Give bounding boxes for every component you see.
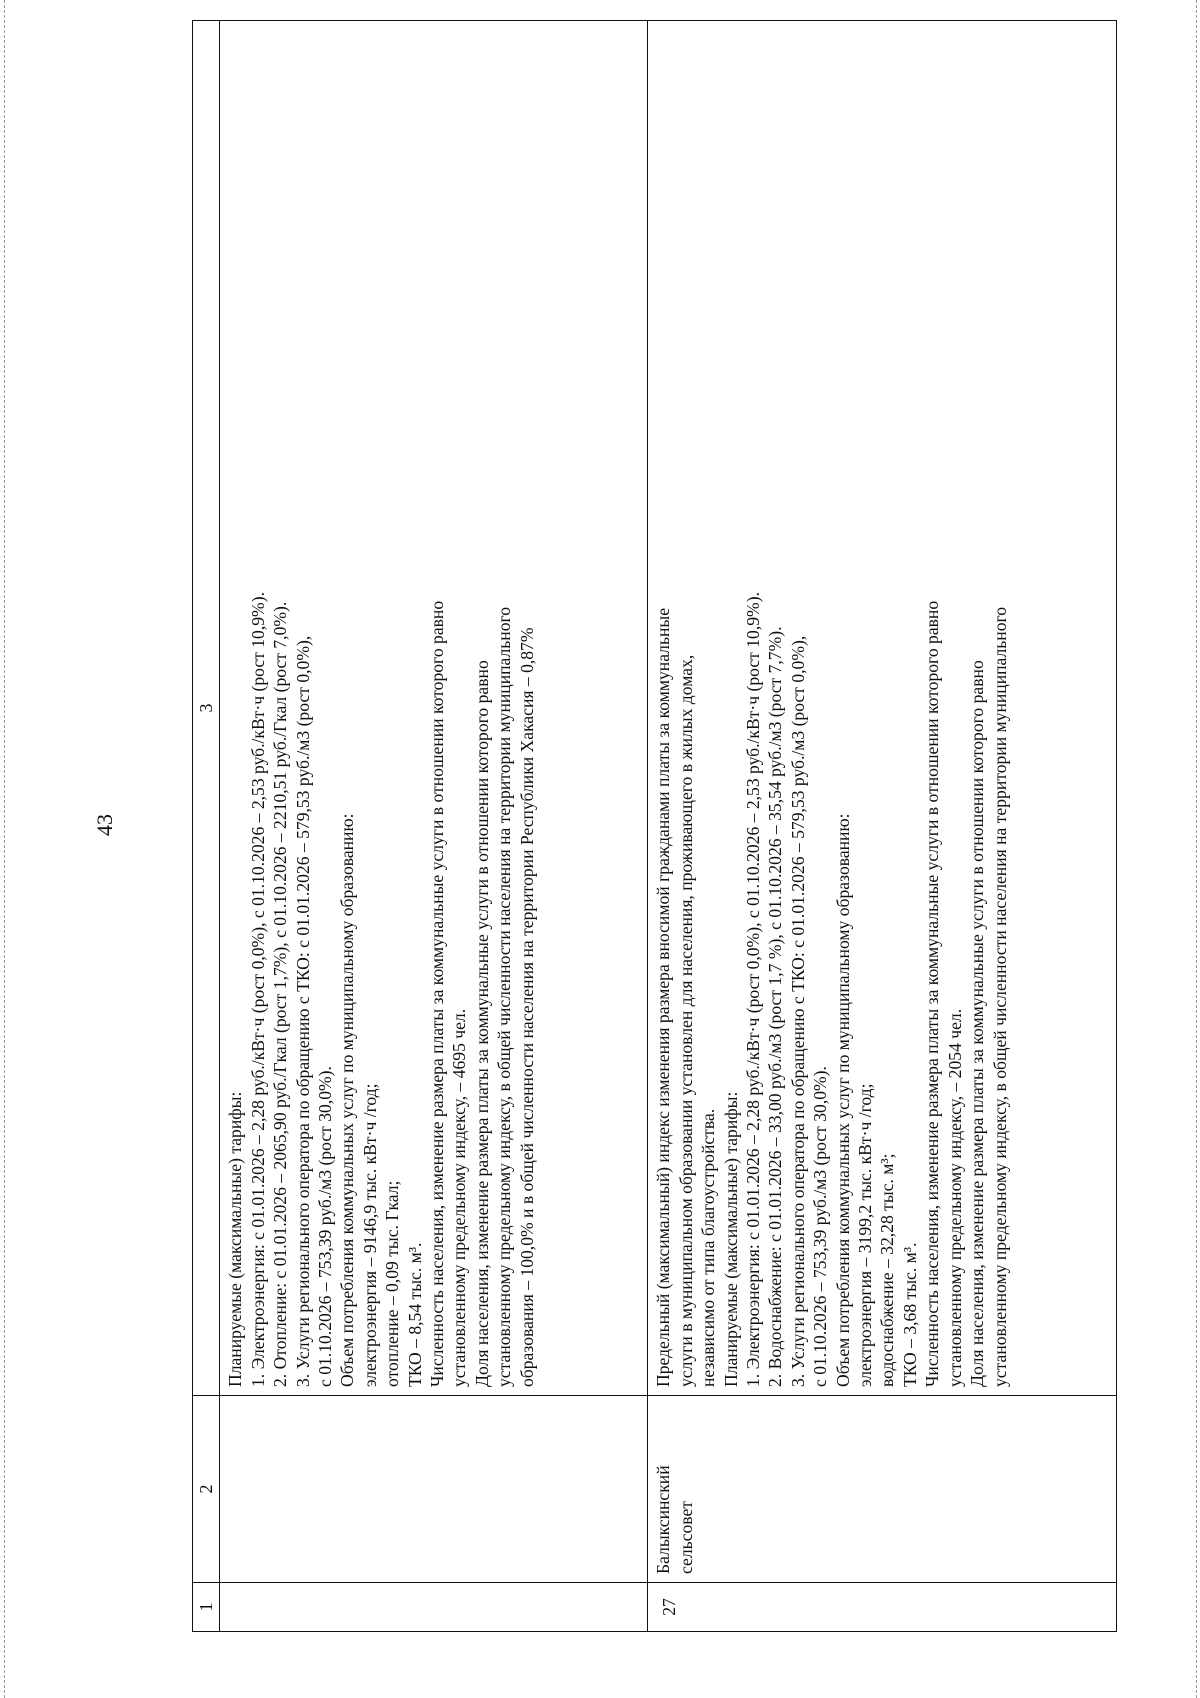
- detail-line: электроэнергия – 3199,2 тыс. кВт·ч /год;: [855, 1083, 876, 1387]
- detail-line: 3. Услуги регионального оператора по обращению с ТКО: с 01.01.2026 – 579,53 руб./м3 (рост 0,0%),: [292, 635, 313, 1387]
- detail-line: независимо от типа благоустройства.: [698, 1108, 719, 1387]
- detail-line: 2. Водоснабжение: с 01.01.2026 – 33,00 руб./м3 (рост 1,7 %), с 01.10.2026 – 35,54 руб./м3 (рост 7,7%).: [765, 626, 786, 1387]
- tariff-table: [192, 20, 1117, 1632]
- detail-line: 1. Электроэнергия: с 01.01.2026 – 2,28 руб./кВт·ч (рост 0,0%), с 01.10.2026 – 2,53 руб./кВт·ч (рост 10,9%).: [247, 592, 268, 1387]
- detail-line: с 01.10.2026 – 753,39 руб./м3 (рост 30,0%).: [810, 1066, 831, 1387]
- detail-line: ТКО – 3,68 тыс. м³.: [899, 1242, 920, 1387]
- detail-line: электроэнергия – 9146,9 тыс. кВт·ч /год;: [359, 1083, 380, 1387]
- detail-line: Объем потребления коммунальных услуг по муниципальному образованию:: [337, 813, 358, 1387]
- row-details: [220, 21, 648, 1396]
- scan-edge-right: [1196, 0, 1197, 1698]
- table-row: [648, 21, 1117, 1632]
- row-number: 27: [648, 1583, 1117, 1632]
- detail-line: Доля населения, изменение размера платы за коммунальные услуги в отношении которого равно: [967, 660, 988, 1387]
- header-col-1: 1: [193, 1583, 220, 1632]
- detail-line: отопление – 0,09 тыс. Гкал;: [382, 1180, 403, 1387]
- detail-line: Доля населения, изменение размера платы за коммунальные услуги в отношении которого равно: [471, 660, 492, 1387]
- detail-line: установленному предельному индексу, – 4695 чел.: [449, 1008, 470, 1387]
- table-row: [220, 21, 648, 1632]
- detail-line: Планируемые (максимальные) тарифы:: [225, 1091, 246, 1387]
- row-details: [648, 21, 1117, 1396]
- scan-edge-left: [4, 0, 5, 1698]
- row-number: [220, 1583, 648, 1632]
- row-municipality: Балыксинский сельсовет: [648, 1396, 1117, 1583]
- detail-line: 1. Электроэнергия: с 01.01.2026 – 2,28 руб./кВт·ч (рост 0,0%), с 01.10.2026 – 2,53 руб./кВт·ч (рост 10,9%).: [743, 592, 764, 1387]
- detail-line: Предельный (максимальный) индекс изменения размера вносимой гражданами платы за коммунальные: [653, 607, 674, 1387]
- header-col-2: 2: [193, 1396, 220, 1583]
- detail-line: установленному предельному индексу, в общей численности населения на территории муниципального: [989, 606, 1010, 1387]
- detail-line: установленному предельному индексу, – 2054 чел.: [944, 1008, 965, 1387]
- detail-line: ТКО – 8,54 тыс. м³.: [404, 1242, 425, 1387]
- detail-line: услуги в муниципальном образовании установлен для населения, проживающего в жилых домах,: [675, 654, 696, 1387]
- header-col-3: 3: [193, 21, 220, 1396]
- detail-line: Численность населения, изменение размера платы за коммунальные услуги в отношении которого равно: [922, 600, 943, 1387]
- detail-line: водоснабжение – 32,28 тыс. м³;: [877, 1153, 898, 1387]
- detail-line: образования – 100,0% и в общей численности населения на территории Республики Хакасия – 0,87%: [516, 627, 537, 1387]
- detail-line: Объем потребления коммунальных услуг по муниципальному образованию:: [832, 813, 853, 1387]
- detail-line: 2. Отопление: с 01.01.2026 – 2065,90 руб./Гкал (рост 1,7%), с 01.10.2026 – 2210,51 руб./Гкал (рост 7,0%).: [270, 601, 291, 1387]
- rotated-table-container: [192, 20, 1117, 1632]
- detail-line: установленному предельному индексу, в общей численности населения на территории муниципального: [494, 606, 515, 1387]
- page-number: 43: [92, 814, 117, 836]
- header-row: [193, 21, 220, 1632]
- detail-line: Численность населения, изменение размера платы за коммунальные услуги в отношении которого равно: [427, 600, 448, 1387]
- row-municipality: [220, 1396, 648, 1583]
- detail-line: с 01.10.2026 – 753,39 руб./м3 (рост 30,0%).: [315, 1066, 336, 1387]
- detail-line: Планируемые (максимальные) тарифы:: [720, 1091, 741, 1387]
- detail-line: 3. Услуги регионального оператора по обращению с ТКО: с 01.01.2026 – 579,53 руб./м3 (рост 0,0%),: [787, 635, 808, 1387]
